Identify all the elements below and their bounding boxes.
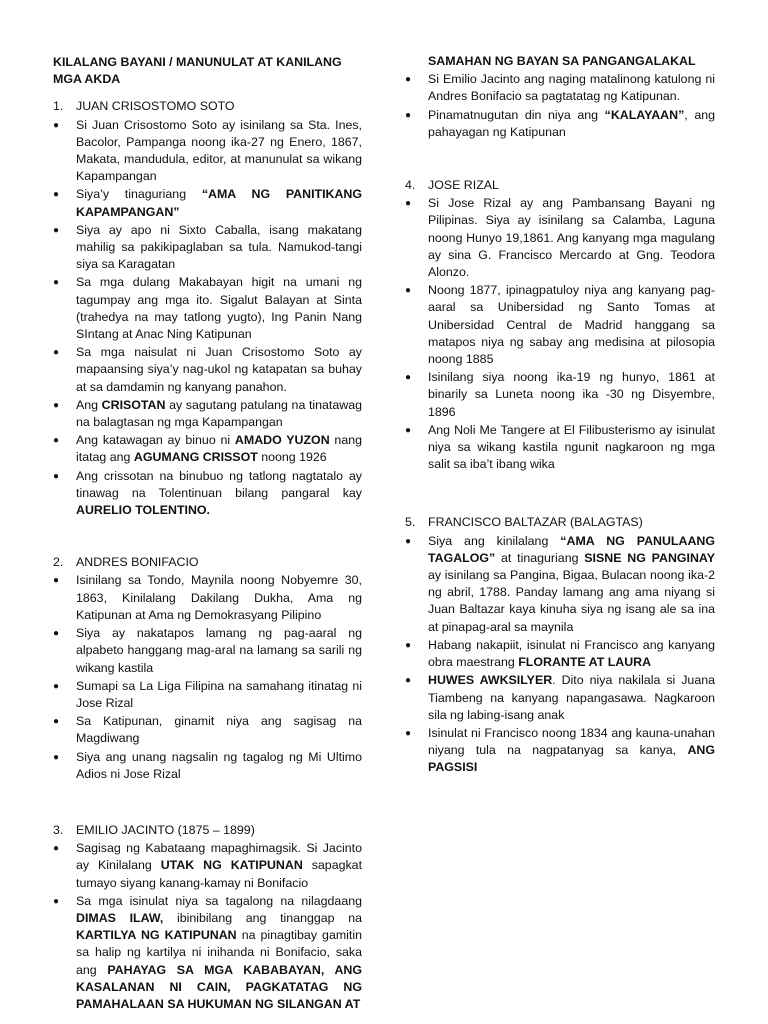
section-name: JOSE RIZAL [428, 178, 499, 193]
bullet-continuation [405, 53, 715, 70]
bullet-icon: ● [405, 198, 412, 210]
text-run: Ang Noli Me Tangere at El Filibusterismo ay isinulat niya sa wikang kastila ngunit nagkaroon ng mga salit sa iba’t ibang wika [428, 422, 715, 472]
section-jose-rizal [405, 177, 715, 473]
bullet-text [76, 468, 362, 520]
text-run: Isinulat ni Francisco noong 1834 ang kauna-unahan niyang tula na nagpatanyag sa kanya, [428, 725, 715, 758]
bullet-text [76, 397, 362, 431]
section-name: EMILIO JACINTO (1875 – 1899) [76, 822, 255, 837]
bullet-icon: ● [53, 189, 60, 201]
spacer [405, 474, 715, 514]
bullet-text [428, 195, 715, 281]
bullet-icon: ● [405, 109, 412, 121]
text-run: at tinaguriang [495, 550, 585, 565]
bullet-item [405, 71, 715, 105]
bold-text: PAHAYAG SA MGA KABABAYAN, ANG KASALANAN NI CAIN, PAGKATATAG NG PAMAHALAAN SA HUKUMAN NG SILANGAN AT [76, 962, 362, 1011]
bullet-item [405, 637, 715, 671]
section-emilio-jacinto-continued [405, 53, 715, 141]
section-juan-crisostomo-soto [53, 98, 362, 519]
text-run: Siya’y tinaguriang [76, 187, 202, 202]
bullet-item [405, 533, 715, 636]
bold-text: DIMAS ILAW, [76, 910, 164, 925]
bold-text: “KALAYAAN” [604, 107, 685, 122]
bullet-text [76, 893, 362, 1013]
bullet-text [428, 533, 715, 636]
text-run: Ang katawagan ay binuo ni [76, 433, 235, 448]
bullet-icon: ● [405, 372, 412, 384]
text-run: Sa Katipunan, ginamit niya ang sagisag na Magdiwang [76, 714, 362, 746]
bullet-icon: ● [405, 285, 412, 297]
text-run: ibinibilang ang tinanggap na [163, 910, 362, 925]
text-run: . Dito niya nakilala si Juana Tiambeng na kanyang napangasawa. Nagkaroon sila ng labing-isang anak [428, 673, 715, 722]
section-number: 2. [53, 555, 64, 570]
text-run: Pinamatnugutan din niya ang [428, 107, 605, 122]
text-run: nang itatag ang [76, 433, 362, 465]
text-run: Si Jose Rizal ay ang Pambansang Bayani ng Pilipinas. Siya ay isinilang sa Calamba, Laguna noong Hunyo 19,1861. Ang kanyang mga magulang ay sina G. Francisco Mercardo at Gng. Teodora Alonzo. [428, 196, 715, 280]
bullet-item [405, 195, 715, 281]
text-run: Si Juan Crisostomo Soto ay isinilang sa Sta. Ines, Bacolor, Pampanga noong ika-27 ng Enero, 1867, Makata, mandudula, editor, at manunulat sa wikang Kapampangan [76, 117, 362, 184]
text-run: Sa mga dulang Makabayan higit na umani ng tagumpay ang mga ito. Sigalut Balayan at Sinta (trahedya na may tatlong yugto), Ing Panin Nang SIntang at Anac Ning Katipunan [76, 275, 362, 342]
text-run: Ang crissotan na binubuo ng tatlong nagtatalo ay tinawag na Tolentinuan bilang pangaral kay [76, 468, 362, 500]
bullet-item [53, 749, 362, 783]
bold-text: ANG PAGSISI [428, 743, 715, 775]
bullet-list [405, 195, 715, 473]
bullet-icon: ● [53, 751, 60, 763]
text-run: Siya ay nakatapos lamang ng pag-aaral ng alpabeto hanggang mag-aral na lamang sa sarili ng wikang kastila [76, 626, 362, 675]
bullet-item [405, 422, 715, 474]
bullet-icon: ● [53, 895, 60, 907]
text-run: ay sagutang patulang na tinatawag na balagtasan ng mga Kapampangan [76, 397, 362, 430]
bold-text: “AMA NG PANULAANG TAGALOG” [428, 533, 715, 565]
text-run: Sagisag ng Kabataang mapaghimagsik. Si Jacinto ay Kinilalang [76, 841, 362, 873]
bullet-item [53, 397, 362, 431]
section-francisco-baltazar [405, 514, 715, 776]
bold-text: KARTILYA NG KATIPUNAN [76, 928, 237, 943]
bullet-icon: ● [53, 843, 60, 855]
text-run: Siya ang kinilalang [428, 533, 561, 548]
bullet-icon: ● [405, 675, 412, 687]
spacer [53, 784, 362, 822]
bullet-item [53, 117, 362, 186]
text-run: ay isinilang sa Pangina, Bigaa, Bulacan noong ika-2 ng abril, 1788. Panday lamang ang ama niyang si Juan Baltazar kaya kinuha siya ng isang ale sa ina at pinapag-aral sa maynila [428, 568, 715, 634]
bullet-item [53, 432, 362, 466]
bullet-list [53, 572, 362, 782]
text-run: Sa mga naisulat ni Juan Crisostomo Soto ay mapaansing siya’y nag-ukol ng katapatan sa buhay at sa damdamin ng kanyang panahon. [76, 345, 362, 394]
section-number: 4. [405, 178, 416, 193]
section-heading [53, 98, 362, 115]
bullet-item [405, 672, 715, 724]
bullet-icon: ● [53, 224, 60, 236]
section-name: ANDRES BONIFACIO [76, 555, 199, 570]
bullet-icon: ● [53, 628, 60, 640]
bold-text: HUWES AWKSILYER [428, 673, 553, 688]
text-run: , ang pahayagan ng Katipunan [428, 107, 716, 139]
bullet-text [428, 672, 715, 724]
bullet-item [53, 186, 362, 220]
bullet-text [76, 344, 362, 396]
bullet-text [428, 369, 715, 421]
spacer [405, 142, 715, 177]
bullet-list [405, 533, 715, 777]
bullet-item [53, 572, 362, 624]
bullet-text [428, 53, 715, 70]
bold-text: CRISOTAN [101, 397, 166, 412]
bullet-text [76, 840, 362, 892]
bullet-text [76, 572, 362, 624]
text-run: Ang [76, 397, 102, 412]
bullet-item [53, 893, 362, 1013]
bullet-icon: ● [53, 347, 60, 359]
bullet-text [428, 725, 715, 777]
bullet-icon: ● [53, 680, 60, 692]
bullet-item [53, 678, 362, 712]
bullet-item [53, 713, 362, 747]
bullet-item [405, 369, 715, 421]
text-run: Isinilang sa Tondo, Maynila noong Nobyemre 30, 1863, Kinilalang Dakilang Dukha, Ama ng Katipunan at Ama ng Demokrasyang Pilipino [76, 573, 362, 622]
bullet-text [76, 186, 362, 220]
right-column [405, 53, 715, 778]
text-run: sapagkat tumayo siyang kanang-kamay ni Bonifacio [76, 858, 363, 890]
bullet-text [428, 107, 715, 141]
bullet-item [405, 107, 715, 141]
bullet-text [76, 713, 362, 747]
bullet-icon: ● [53, 575, 60, 587]
bullet-text [428, 637, 715, 671]
text-run: Noong 1877, ipinagpatuloy niya ang kanyang pag-aaral sa Unibersidad ng Santo Tomas at Unibersidad Central de Madrid hanggang sa matapos niya ng sabay ang medisina at pilosopia noong 1885 [428, 283, 715, 367]
bullet-text [76, 222, 362, 274]
bold-text: AMADO YUZON [234, 433, 330, 448]
text-run: Siya ay apo ni Sixto Caballa, isang makatang mahilig sa pakikipaglaban sa tula. Namukod-tangi siya sa Karagatan [76, 222, 362, 272]
bullet-icon: ● [405, 639, 412, 651]
bullet-list [53, 840, 362, 1013]
text-run: Siya ang unang nagsalin ng tagalog ng Mi Ultimo Adios ni Jose Rizal [76, 749, 362, 781]
section-heading [53, 822, 362, 839]
text-run: Sumapi sa La Liga Filipina na samahang itinatag ni Jose Rizal [76, 678, 362, 710]
bullet-icon: ● [53, 470, 60, 482]
bullet-icon: ● [53, 399, 60, 411]
bullet-item [405, 725, 715, 777]
text-run: Si Emilio Jacinto ang naging matalinong katulong ni Andres Bonifacio sa pagtatatag ng Katipunan. [428, 72, 715, 104]
section-number: 5. [405, 515, 416, 530]
section-number: 1. [53, 99, 64, 114]
section-heading [405, 514, 715, 531]
text-run: na pinagtibay gamitin sa halip ng kartilya ni inihanda ni Bonifacio, saka ang [76, 928, 363, 977]
bold-text: SAMAHAN NG BAYAN SA PANGANGALAKAL [428, 54, 696, 68]
text-run: Habang nakapiit, isinulat ni Francisco ang kanyang obra maestrang [428, 637, 715, 670]
bullet-item [53, 344, 362, 396]
bullet-icon: ● [405, 727, 412, 739]
bold-text: AGUMANG CRISSOT [133, 450, 258, 465]
text-run: Sa mga isinulat niya sa tagalong na nilagdaang [76, 893, 362, 908]
bullet-icon: ● [53, 716, 60, 728]
bullet-item [53, 274, 362, 343]
bullet-icon: ● [405, 535, 412, 547]
section-andres-bonifacio [53, 554, 362, 783]
bullet-icon: ● [53, 277, 60, 289]
bold-text: SISNE NG PANGINAY [584, 550, 715, 565]
bullet-text [428, 282, 715, 368]
bold-text: FLORANTE AT LAURA [518, 655, 652, 670]
section-heading [405, 177, 715, 194]
bullet-item [53, 625, 362, 677]
bold-text: AURELIO TOLENTINO. [76, 503, 211, 518]
section-heading [53, 554, 362, 571]
section-number: 3. [53, 822, 64, 837]
bullet-item [53, 840, 362, 892]
spacer [53, 520, 362, 554]
section-name: JUAN CRISOSTOMO SOTO [76, 99, 235, 114]
bullet-icon: ● [405, 424, 412, 436]
bullet-item [405, 282, 715, 368]
bullet-icon: ● [405, 74, 412, 86]
document-title: KILALANG BAYANI / MANUNULAT AT KANILANG MGA AKDA [53, 55, 342, 87]
bullet-text [76, 117, 362, 186]
bullet-text [428, 71, 715, 105]
bullet-text [76, 625, 362, 677]
left-column [53, 52, 362, 1014]
bullet-icon: ● [53, 435, 60, 447]
text-run: Isinilang siya noong ika-19 ng hunyo, 1861 at binarily sa Luneta noong ika -30 ng Disyembre, 1896 [428, 370, 715, 419]
bullet-item [53, 468, 362, 520]
bullet-text [428, 422, 715, 474]
bullet-list [53, 117, 362, 520]
text-run: noong 1926 [257, 450, 327, 465]
bullet-icon: ● [53, 119, 60, 131]
section-emilio-jacinto [53, 822, 362, 1013]
bullet-item [53, 222, 362, 274]
bullet-text [76, 432, 362, 466]
bold-text: UTAK NG KATIPUNAN [160, 858, 303, 873]
bullet-text [76, 274, 362, 343]
bullet-text [76, 678, 362, 712]
bold-text: “AMA NG PANITIKANG KAPAMPANGAN” [76, 187, 362, 219]
section-name: FRANCISCO BALTAZAR (BALAGTAS) [428, 515, 643, 530]
bullet-list [405, 53, 715, 141]
bullet-text [76, 749, 362, 783]
